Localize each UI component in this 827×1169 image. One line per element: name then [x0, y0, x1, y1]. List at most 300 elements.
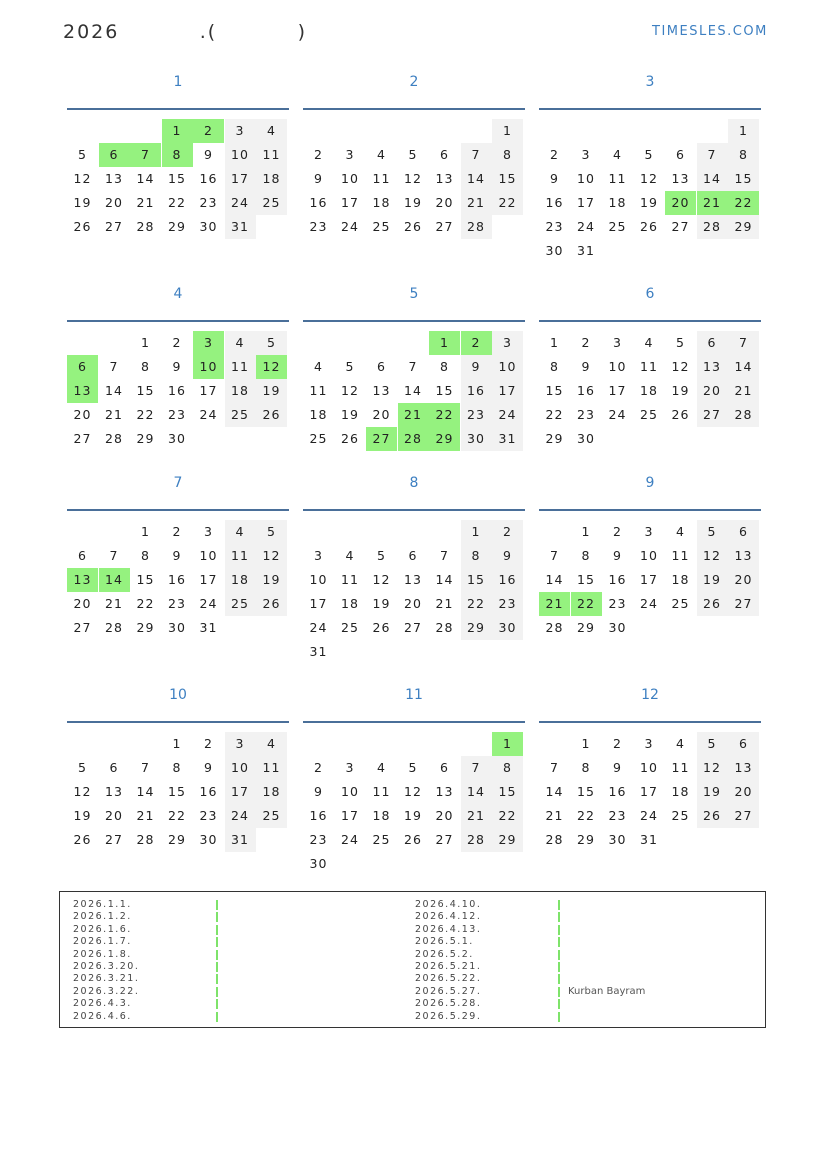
day-cell[interactable]: 28 — [136, 219, 155, 234]
day-cell[interactable]: 15 — [136, 572, 155, 587]
day-cell[interactable]: 16 — [492, 568, 523, 592]
day-cell[interactable]: 27 — [728, 804, 759, 828]
day-cell[interactable]: 29 — [728, 215, 759, 239]
day-cell[interactable]: 25 — [341, 620, 359, 635]
day-cell[interactable]: 10 — [640, 760, 658, 775]
day-cell[interactable]: 4 — [613, 147, 622, 162]
day-cell[interactable]: 26 — [640, 219, 658, 234]
day-cell[interactable]: 19 — [341, 407, 359, 422]
day-cell[interactable]: 11 — [671, 548, 690, 563]
day-cell[interactable]: 27 — [73, 620, 92, 635]
day-cell[interactable]: 18 — [309, 407, 328, 422]
day-cell[interactable]: 27 — [728, 592, 759, 616]
day-cell[interactable]: 30 — [461, 427, 492, 451]
day-cell[interactable]: 22 — [168, 195, 186, 210]
day-cell[interactable]: 4 — [225, 520, 256, 544]
day-cell[interactable]: 10 — [225, 756, 256, 780]
day-cell[interactable]: 20 — [728, 568, 759, 592]
day-cell[interactable]: 7 — [109, 548, 119, 563]
day-cell[interactable]: 16 — [461, 379, 492, 403]
day-cell[interactable]: 29 — [168, 219, 186, 234]
day-cell[interactable]: 10 — [199, 548, 218, 563]
day-cell[interactable]: 2 — [193, 119, 224, 143]
day-cell[interactable]: 20 — [404, 596, 422, 611]
day-cell[interactable]: 5 — [78, 147, 87, 162]
day-cell[interactable]: 17 — [225, 780, 256, 804]
day-cell[interactable]: 31 — [309, 644, 328, 659]
day-cell[interactable]: 11 — [372, 784, 391, 799]
day-cell[interactable]: 3 — [225, 119, 256, 143]
day-cell[interactable]: 15 — [577, 784, 595, 799]
day-cell[interactable]: 19 — [697, 568, 728, 592]
day-cell[interactable]: 17 — [577, 195, 595, 210]
day-cell[interactable]: 3 — [193, 331, 224, 355]
day-cell[interactable]: 21 — [435, 596, 454, 611]
day-cell[interactable]: 28 — [105, 620, 123, 635]
day-cell[interactable]: 19 — [697, 780, 728, 804]
day-cell[interactable]: 3 — [204, 524, 213, 539]
day-cell[interactable]: 17 — [341, 808, 359, 823]
day-cell[interactable]: 16 — [168, 572, 186, 587]
day-cell[interactable]: 2 — [550, 147, 559, 162]
day-cell[interactable]: 9 — [492, 544, 523, 568]
day-cell[interactable]: 6 — [728, 520, 759, 544]
day-cell[interactable]: 29 — [429, 427, 460, 451]
day-cell[interactable]: 16 — [545, 195, 564, 210]
day-cell[interactable]: 23 — [199, 808, 218, 823]
day-cell[interactable]: 26 — [372, 620, 391, 635]
day-cell[interactable]: 4 — [676, 524, 685, 539]
day-cell[interactable]: 27 — [366, 427, 397, 451]
day-cell[interactable]: 25 — [225, 403, 256, 427]
day-cell[interactable]: 8 — [141, 548, 150, 563]
day-cell[interactable]: 30 — [608, 832, 627, 847]
day-cell[interactable]: 25 — [256, 804, 287, 828]
day-cell[interactable]: 5 — [408, 147, 418, 162]
day-cell[interactable]: 23 — [309, 219, 328, 234]
day-cell[interactable]: 17 — [199, 572, 218, 587]
day-cell[interactable]: 13 — [67, 379, 98, 403]
day-cell[interactable]: 5 — [697, 520, 728, 544]
day-cell[interactable]: 6 — [67, 355, 98, 379]
day-cell[interactable]: 30 — [168, 620, 186, 635]
day-cell[interactable]: 18 — [640, 383, 658, 398]
day-cell[interactable]: 11 — [372, 171, 391, 186]
day-cell[interactable]: 29 — [545, 431, 564, 446]
day-cell[interactable]: 1 — [492, 732, 523, 756]
day-cell[interactable]: 25 — [372, 219, 391, 234]
day-cell[interactable]: 13 — [105, 171, 123, 186]
day-cell[interactable]: 25 — [225, 592, 256, 616]
day-cell[interactable]: 21 — [105, 596, 123, 611]
day-cell[interactable]: 22 — [136, 596, 155, 611]
day-cell[interactable]: 21 — [461, 804, 492, 828]
day-cell[interactable]: 15 — [435, 383, 454, 398]
day-cell[interactable]: 2 — [613, 736, 622, 751]
day-cell[interactable]: 26 — [73, 832, 92, 847]
day-cell[interactable]: 21 — [697, 191, 728, 215]
day-cell[interactable]: 8 — [492, 143, 523, 167]
day-cell[interactable]: 26 — [404, 832, 422, 847]
day-cell[interactable]: 16 — [577, 383, 595, 398]
day-cell[interactable]: 28 — [435, 620, 454, 635]
day-cell[interactable]: 30 — [577, 431, 595, 446]
day-cell[interactable]: 5 — [644, 147, 654, 162]
day-cell[interactable]: 22 — [492, 191, 523, 215]
day-cell[interactable]: 16 — [309, 195, 328, 210]
day-cell[interactable]: 11 — [640, 359, 658, 374]
day-cell[interactable]: 1 — [581, 736, 591, 751]
day-cell[interactable]: 25 — [671, 808, 690, 823]
day-cell[interactable]: 13 — [671, 171, 690, 186]
day-cell[interactable]: 8 — [581, 760, 591, 775]
day-cell[interactable]: 31 — [225, 828, 256, 852]
day-cell[interactable]: 7 — [130, 143, 161, 167]
day-cell[interactable]: 30 — [199, 832, 218, 847]
day-cell[interactable]: 15 — [577, 572, 595, 587]
day-cell[interactable]: 5 — [377, 548, 386, 563]
day-cell[interactable]: 2 — [172, 335, 182, 350]
day-cell[interactable]: 13 — [728, 756, 759, 780]
day-cell[interactable]: 31 — [640, 832, 658, 847]
day-cell[interactable]: 23 — [577, 407, 595, 422]
day-cell[interactable]: 21 — [136, 808, 155, 823]
day-cell[interactable]: 24 — [608, 407, 627, 422]
day-cell[interactable]: 24 — [492, 403, 523, 427]
day-cell[interactable]: 25 — [372, 832, 391, 847]
day-cell[interactable]: 7 — [461, 143, 492, 167]
day-cell[interactable]: 3 — [644, 736, 654, 751]
day-cell[interactable]: 24 — [640, 596, 658, 611]
day-cell[interactable]: 27 — [105, 219, 123, 234]
day-cell[interactable]: 29 — [168, 832, 186, 847]
day-cell[interactable]: 5 — [256, 331, 287, 355]
day-cell[interactable]: 29 — [492, 828, 523, 852]
day-cell[interactable]: 8 — [461, 544, 492, 568]
day-cell[interactable]: 16 — [199, 784, 218, 799]
day-cell[interactable]: 7 — [109, 359, 119, 374]
day-cell[interactable]: 10 — [341, 171, 359, 186]
day-cell[interactable]: 11 — [256, 143, 287, 167]
day-cell[interactable]: 6 — [78, 548, 87, 563]
day-cell[interactable]: 9 — [314, 784, 323, 799]
day-cell[interactable]: 26 — [671, 407, 690, 422]
day-cell[interactable]: 27 — [435, 219, 454, 234]
day-cell[interactable]: 25 — [608, 219, 627, 234]
day-cell[interactable]: 1 — [141, 524, 150, 539]
day-cell[interactable]: 19 — [256, 379, 287, 403]
day-cell[interactable]: 21 — [545, 808, 564, 823]
day-cell[interactable]: 28 — [398, 427, 429, 451]
day-cell[interactable]: 13 — [435, 784, 454, 799]
day-cell[interactable]: 12 — [256, 355, 287, 379]
day-cell[interactable]: 9 — [172, 359, 182, 374]
day-cell[interactable]: 12 — [73, 171, 92, 186]
day-cell[interactable]: 23 — [545, 219, 564, 234]
day-cell[interactable]: 23 — [309, 832, 328, 847]
day-cell[interactable]: 17 — [199, 383, 218, 398]
day-cell[interactable]: 18 — [671, 572, 690, 587]
day-cell[interactable]: 11 — [341, 572, 359, 587]
day-cell[interactable]: 20 — [73, 407, 92, 422]
day-cell[interactable]: 8 — [172, 760, 182, 775]
day-cell[interactable]: 5 — [78, 760, 87, 775]
day-cell[interactable]: 28 — [461, 215, 492, 239]
day-cell[interactable]: 24 — [199, 407, 218, 422]
day-cell[interactable]: 2 — [581, 335, 591, 350]
day-cell[interactable]: 21 — [136, 195, 155, 210]
day-cell[interactable]: 6 — [697, 331, 728, 355]
day-cell[interactable]: 1 — [172, 736, 182, 751]
day-cell[interactable]: 3 — [225, 732, 256, 756]
day-cell[interactable]: 4 — [345, 548, 355, 563]
day-cell[interactable]: 13 — [404, 572, 422, 587]
day-cell[interactable]: 24 — [225, 804, 256, 828]
day-cell[interactable]: 23 — [608, 596, 627, 611]
day-cell[interactable]: 6 — [728, 732, 759, 756]
day-cell[interactable]: 29 — [577, 620, 595, 635]
day-cell[interactable]: 12 — [341, 383, 359, 398]
day-cell[interactable]: 4 — [676, 736, 685, 751]
day-cell[interactable]: 11 — [256, 756, 287, 780]
day-cell[interactable]: 29 — [577, 832, 595, 847]
day-cell[interactable]: 22 — [545, 407, 564, 422]
day-cell[interactable]: 27 — [435, 832, 454, 847]
day-cell[interactable]: 23 — [168, 407, 186, 422]
day-cell[interactable]: 1 — [461, 520, 492, 544]
day-cell[interactable]: 13 — [435, 171, 454, 186]
day-cell[interactable]: 1 — [141, 335, 150, 350]
day-cell[interactable]: 5 — [256, 520, 287, 544]
day-cell[interactable]: 28 — [136, 832, 155, 847]
day-cell[interactable]: 15 — [728, 167, 759, 191]
day-cell[interactable]: 18 — [372, 808, 391, 823]
day-cell[interactable]: 6 — [408, 548, 418, 563]
day-cell[interactable]: 30 — [492, 616, 523, 640]
day-cell[interactable]: 9 — [314, 171, 323, 186]
day-cell[interactable]: 21 — [105, 407, 123, 422]
day-cell[interactable]: 14 — [461, 780, 492, 804]
brand-link[interactable]: TIMESLES.COM — [652, 24, 768, 39]
day-cell[interactable]: 14 — [105, 383, 123, 398]
day-cell[interactable]: 8 — [141, 359, 150, 374]
day-cell[interactable]: 20 — [435, 195, 454, 210]
day-cell[interactable]: 13 — [728, 544, 759, 568]
day-cell[interactable]: 14 — [99, 568, 130, 592]
day-cell[interactable]: 9 — [613, 548, 622, 563]
day-cell[interactable]: 26 — [73, 219, 92, 234]
day-cell[interactable]: 31 — [492, 427, 523, 451]
day-cell[interactable]: 6 — [377, 359, 386, 374]
day-cell[interactable]: 7 — [550, 760, 559, 775]
day-cell[interactable]: 28 — [728, 403, 759, 427]
day-cell[interactable]: 12 — [372, 572, 391, 587]
day-cell[interactable]: 14 — [136, 784, 155, 799]
day-cell[interactable]: 3 — [314, 548, 323, 563]
day-cell[interactable]: 20 — [105, 195, 123, 210]
day-cell[interactable]: 17 — [608, 383, 627, 398]
day-cell[interactable]: 20 — [105, 808, 123, 823]
day-cell[interactable]: 31 — [199, 620, 218, 635]
day-cell[interactable]: 26 — [697, 804, 728, 828]
day-cell[interactable]: 29 — [461, 616, 492, 640]
day-cell[interactable]: 20 — [372, 407, 391, 422]
day-cell[interactable]: 15 — [168, 784, 186, 799]
day-cell[interactable]: 19 — [73, 808, 92, 823]
day-cell[interactable]: 12 — [671, 359, 690, 374]
day-cell[interactable]: 10 — [341, 784, 359, 799]
day-cell[interactable]: 27 — [105, 832, 123, 847]
day-cell[interactable]: 18 — [256, 780, 287, 804]
day-cell[interactable]: 23 — [461, 403, 492, 427]
day-cell[interactable]: 26 — [404, 219, 422, 234]
day-cell[interactable]: 10 — [309, 572, 328, 587]
day-cell[interactable]: 5 — [676, 335, 685, 350]
day-cell[interactable]: 17 — [225, 167, 256, 191]
day-cell[interactable]: 6 — [440, 760, 449, 775]
day-cell[interactable]: 14 — [728, 355, 759, 379]
day-cell[interactable]: 3 — [345, 147, 355, 162]
day-cell[interactable]: 9 — [550, 171, 559, 186]
day-cell[interactable]: 24 — [225, 191, 256, 215]
day-cell[interactable]: 3 — [345, 760, 355, 775]
day-cell[interactable]: 14 — [136, 171, 155, 186]
day-cell[interactable]: 14 — [435, 572, 454, 587]
day-cell[interactable]: 23 — [168, 596, 186, 611]
day-cell[interactable]: 9 — [461, 355, 492, 379]
day-cell[interactable]: 16 — [608, 572, 627, 587]
day-cell[interactable]: 20 — [73, 596, 92, 611]
day-cell[interactable]: 10 — [193, 355, 224, 379]
day-cell[interactable]: 15 — [461, 568, 492, 592]
day-cell[interactable]: 25 — [309, 431, 328, 446]
day-cell[interactable]: 22 — [461, 592, 492, 616]
day-cell[interactable]: 11 — [225, 544, 256, 568]
day-cell[interactable]: 29 — [136, 620, 155, 635]
day-cell[interactable]: 15 — [168, 171, 186, 186]
day-cell[interactable]: 24 — [341, 219, 359, 234]
day-cell[interactable]: 4 — [256, 732, 287, 756]
day-cell[interactable]: 28 — [105, 431, 123, 446]
day-cell[interactable]: 3 — [613, 335, 622, 350]
day-cell[interactable]: 14 — [545, 784, 564, 799]
day-cell[interactable]: 17 — [640, 784, 658, 799]
day-cell[interactable]: 19 — [404, 808, 422, 823]
day-cell[interactable]: 22 — [168, 808, 186, 823]
day-cell[interactable]: 18 — [372, 195, 391, 210]
day-cell[interactable]: 16 — [199, 171, 218, 186]
day-cell[interactable]: 9 — [204, 147, 213, 162]
day-cell[interactable]: 8 — [492, 756, 523, 780]
day-cell[interactable]: 30 — [545, 243, 564, 258]
day-cell[interactable]: 12 — [73, 784, 92, 799]
day-cell[interactable]: 8 — [728, 143, 759, 167]
day-cell[interactable]: 10 — [608, 359, 627, 374]
day-cell[interactable]: 11 — [225, 355, 256, 379]
day-cell[interactable]: 14 — [545, 572, 564, 587]
day-cell[interactable]: 16 — [168, 383, 186, 398]
day-cell[interactable]: 12 — [640, 171, 658, 186]
day-cell[interactable]: 2 — [314, 760, 323, 775]
day-cell[interactable]: 7 — [461, 756, 492, 780]
day-cell[interactable]: 11 — [671, 760, 690, 775]
day-cell[interactable]: 18 — [225, 379, 256, 403]
day-cell[interactable]: 30 — [199, 219, 218, 234]
day-cell[interactable]: 21 — [539, 592, 570, 616]
day-cell[interactable]: 29 — [136, 431, 155, 446]
day-cell[interactable]: 5 — [345, 359, 355, 374]
day-cell[interactable]: 7 — [697, 143, 728, 167]
day-cell[interactable]: 24 — [199, 596, 218, 611]
day-cell[interactable]: 20 — [665, 191, 696, 215]
day-cell[interactable]: 15 — [136, 383, 155, 398]
day-cell[interactable]: 26 — [697, 592, 728, 616]
day-cell[interactable]: 20 — [697, 379, 728, 403]
day-cell[interactable]: 15 — [545, 383, 564, 398]
day-cell[interactable]: 28 — [461, 828, 492, 852]
day-cell[interactable]: 12 — [697, 756, 728, 780]
day-cell[interactable]: 31 — [225, 215, 256, 239]
day-cell[interactable]: 11 — [608, 171, 627, 186]
day-cell[interactable]: 13 — [372, 383, 391, 398]
day-cell[interactable]: 3 — [492, 331, 523, 355]
day-cell[interactable]: 19 — [256, 568, 287, 592]
day-cell[interactable]: 21 — [461, 191, 492, 215]
day-cell[interactable]: 16 — [309, 808, 328, 823]
day-cell[interactable]: 12 — [404, 171, 422, 186]
day-cell[interactable]: 2 — [172, 524, 182, 539]
day-cell[interactable]: 11 — [309, 383, 328, 398]
day-cell[interactable]: 2 — [461, 331, 492, 355]
day-cell[interactable]: 7 — [141, 760, 150, 775]
day-cell[interactable]: 18 — [608, 195, 627, 210]
day-cell[interactable]: 10 — [640, 548, 658, 563]
day-cell[interactable]: 3 — [581, 147, 591, 162]
day-cell[interactable]: 4 — [314, 359, 323, 374]
day-cell[interactable]: 1 — [429, 331, 460, 355]
day-cell[interactable]: 19 — [372, 596, 391, 611]
day-cell[interactable]: 20 — [728, 780, 759, 804]
day-cell[interactable]: 19 — [671, 383, 690, 398]
day-cell[interactable]: 27 — [73, 431, 92, 446]
day-cell[interactable]: 24 — [309, 620, 328, 635]
day-cell[interactable]: 17 — [309, 596, 328, 611]
day-cell[interactable]: 30 — [168, 431, 186, 446]
day-cell[interactable]: 22 — [577, 808, 595, 823]
day-cell[interactable]: 27 — [671, 219, 690, 234]
day-cell[interactable]: 26 — [256, 592, 287, 616]
day-cell[interactable]: 1 — [162, 119, 193, 143]
day-cell[interactable]: 28 — [697, 215, 728, 239]
day-cell[interactable]: 23 — [199, 195, 218, 210]
day-cell[interactable]: 22 — [429, 403, 460, 427]
day-cell[interactable]: 4 — [256, 119, 287, 143]
day-cell[interactable]: 19 — [73, 195, 92, 210]
day-cell[interactable]: 18 — [225, 568, 256, 592]
day-cell[interactable]: 23 — [608, 808, 627, 823]
day-cell[interactable]: 8 — [440, 359, 449, 374]
day-cell[interactable]: 1 — [550, 335, 559, 350]
day-cell[interactable]: 14 — [697, 167, 728, 191]
day-cell[interactable]: 15 — [492, 167, 523, 191]
day-cell[interactable]: 27 — [697, 403, 728, 427]
day-cell[interactable]: 6 — [109, 760, 119, 775]
day-cell[interactable]: 4 — [644, 335, 654, 350]
day-cell[interactable]: 25 — [671, 596, 690, 611]
day-cell[interactable]: 13 — [697, 355, 728, 379]
day-cell[interactable]: 6 — [99, 143, 130, 167]
day-cell[interactable]: 16 — [608, 784, 627, 799]
